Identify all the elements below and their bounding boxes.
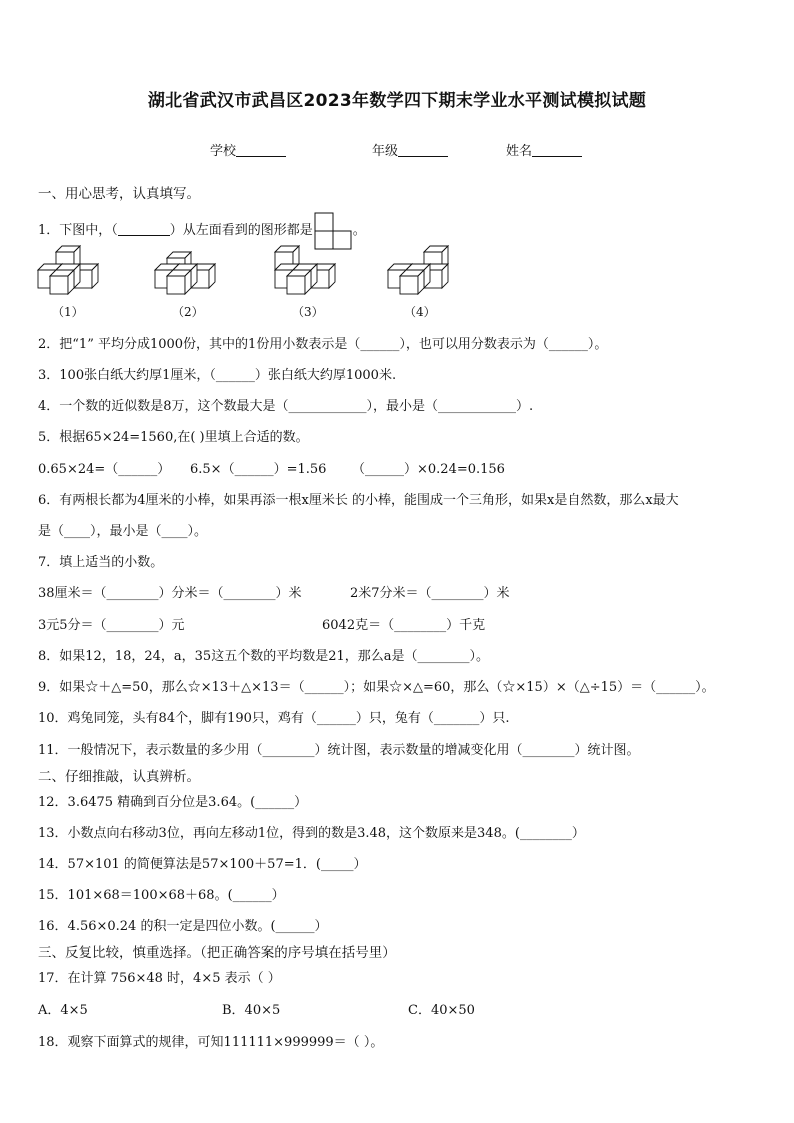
- cube-figure-4: [388, 246, 448, 294]
- cube-figure-1: [38, 246, 98, 294]
- grade-field: 年级: [372, 140, 448, 159]
- question-7: 7．填上适当的小数。: [38, 555, 164, 570]
- question-8: 8．如果12，18，24，a，35这五个数的平均数是21，那么a是（________）。: [38, 649, 489, 664]
- question-6-line-1: 6．有两根长都为4厘米的小棒，如果再添一根x厘米长 的小棒，能围成一个三角形，如果x是自然数，那么x最大: [38, 493, 679, 508]
- question-9: 9．如果☆＋△=50，那么☆×13＋△×13＝（______）；如果☆×△=60，那么（☆×15）×（△÷15）＝（______）。: [38, 680, 715, 695]
- figure-caption-4: （4）: [404, 305, 436, 319]
- question-3: 3．100张白纸大约厚1厘米，（______）张白纸大约厚1000米.: [38, 368, 397, 383]
- question-14: 14．57×101 的简便算法是57×100＋57=1．(_____）: [38, 857, 367, 872]
- question-15: 15．101×68＝100×68＋68。(______）: [38, 888, 285, 903]
- section-1-heading: 一、用心思考，认真填写。: [38, 186, 200, 202]
- question-5-part-a: 0.65×24=（______）: [38, 462, 171, 477]
- figure-caption-2: （2）: [172, 305, 204, 319]
- section-3-heading: 三、反复比较，慎重选择。（把正确答案的序号填在括号里）: [38, 945, 396, 961]
- name-field: 姓名: [506, 140, 582, 159]
- figure-caption-1: （1）: [52, 305, 84, 319]
- question-5: 5．根据65×24=1560,在( )里填上合适的数。: [38, 430, 309, 445]
- question-7-part-b: 2米7分米＝（________）米: [350, 586, 510, 601]
- page-title: 湖北省武汉市武昌区2023年数学四下期末学业水平测试模拟试题: [147, 91, 647, 111]
- question-4: 4．一个数的近似数是8万，这个数最大是（____________），最小是（____________）.: [38, 399, 534, 414]
- q17-option-c[interactable]: C．40×50: [408, 1003, 475, 1018]
- school-field: 学校: [210, 140, 286, 159]
- question-10: 10．鸡兔同笼，头有84个，脚有190只，鸡有（______）只，兔有（_______）只.: [38, 711, 510, 726]
- question-18: 18．观察下面算式的规律，可知111111×999999＝（ ）。: [38, 1035, 384, 1050]
- question-2: 2．把“1” 平均分成1000份，其中的1份用小数表示是（______），也可以用分数表示为（______）。: [38, 337, 608, 352]
- question-13: 13．小数点向右移动3位，再向左移动1位，得到的数是3.48，这个数原来是348。(________）: [38, 826, 585, 841]
- question-7-part-d: 6042克＝（________）千克: [322, 618, 486, 633]
- question-17: 17．在计算 756×48 时，4×5 表示（ ）: [38, 971, 281, 986]
- question-11: 11．一般情况下，表示数量的多少用（________）统计图，表示数量的增减变化用（________）统计图。: [38, 743, 640, 758]
- question-7-part-c: 3元5分＝（________）元: [38, 618, 185, 633]
- question-12: 12．3.6475 精确到百分位是3.64。(______）: [38, 795, 308, 810]
- question-5-part-b: 6.5×（______）=1.56: [190, 462, 327, 477]
- question-16: 16．4.56×0.24 的积一定是四位小数。(______）: [38, 919, 328, 934]
- cube-figure-3: [275, 246, 335, 294]
- section-2-heading: 二、仔细推敲，认真辨析。: [38, 769, 200, 785]
- q17-option-a[interactable]: A．4×5: [38, 1003, 88, 1018]
- question-5-part-c: （______）×0.24=0.156: [352, 462, 505, 477]
- q17-option-b[interactable]: B．40×5: [222, 1003, 281, 1018]
- question-1: 1．下图中，（ ）从左面看到的图形都是 。: [38, 212, 366, 250]
- question-6-line-2: 是（____），最小是（____）。: [38, 524, 208, 539]
- figure-caption-3: （3）: [292, 305, 324, 319]
- cube-figures: [0, 0, 794, 330]
- cube-figure-2: [155, 252, 215, 294]
- question-7-part-a: 38厘米＝（________）分米＝（________）米: [38, 586, 302, 601]
